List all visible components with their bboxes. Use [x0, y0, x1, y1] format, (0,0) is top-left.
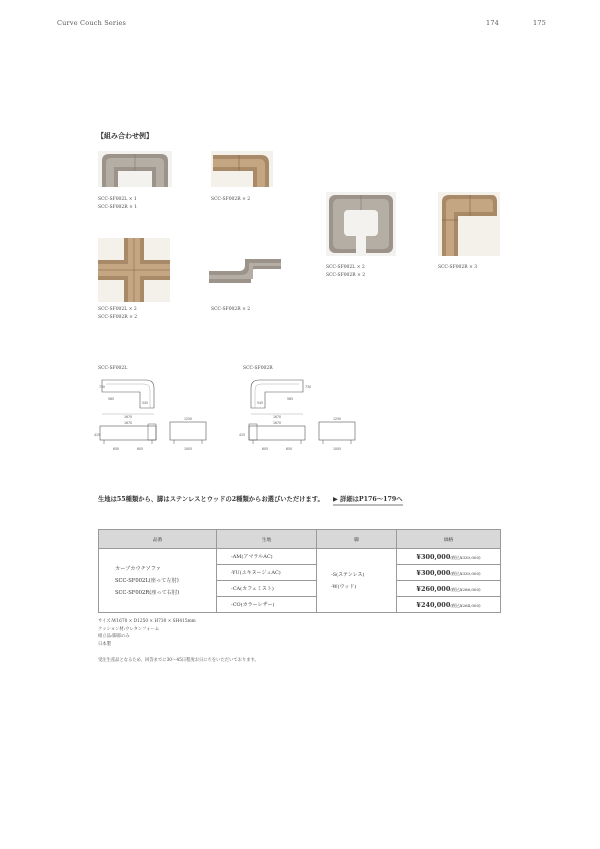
price-co: ¥240,000(税込¥264,000): [397, 597, 501, 613]
dim-front-w: 1670: [123, 421, 133, 425]
dim-depth-plan-r: 730: [305, 385, 312, 389]
dim-h1: 415: [94, 433, 101, 437]
series-title: Curve Couch Series: [57, 19, 127, 27]
section-title: 【組み合わせ例】: [97, 131, 153, 140]
drawing-left: [94, 374, 218, 466]
dim-seg-a: 650: [112, 447, 120, 451]
dim-seg-b: 605: [136, 447, 144, 451]
note-origin: 日本製: [98, 641, 111, 647]
combo-caption-6: SCC-SF002R × 2: [211, 307, 251, 312]
dim-side-w: 1250: [183, 417, 193, 421]
header-fabric: 生地: [217, 530, 317, 549]
description: 生地は55種類から、脚はステンレスとウッドの2種類からお選びいただけます。: [98, 496, 324, 503]
page-number-right: 175: [533, 19, 547, 27]
dim-side-w-r: 1250: [332, 417, 342, 421]
drawing-label-left: SCC-SF002L: [98, 366, 128, 371]
dim-side-base: 1005: [183, 447, 193, 451]
header-product: 品番: [99, 530, 217, 549]
note-cushion: クッション材:ウレタンフォーム: [98, 626, 160, 632]
leg-cell: -S(ステンレス) -W(ウッド): [317, 549, 397, 613]
dim-side-base-r: 1005: [332, 447, 342, 451]
header-leg: 脚: [317, 530, 397, 549]
product-cell: カーブカウチソファ SCC-SF002L(座って左肘) SCC-SF002R(座って右肘): [99, 549, 217, 613]
combo-image-4: [438, 192, 500, 256]
dim-seat: 565: [108, 397, 115, 401]
price-yu: ¥300,000(税込¥330,000): [397, 565, 501, 581]
spec-table: [98, 529, 501, 613]
combo-caption-2: SCC-SF002R × 2: [211, 197, 251, 202]
dim-front-w-r: 1670: [272, 421, 282, 425]
price-am: ¥300,000(税込¥330,000): [397, 549, 501, 565]
combo-caption-4: SCC-SF002R × 3: [438, 265, 478, 270]
dim-arm-r: 545: [257, 401, 264, 405]
price-ca: ¥260,000(税込¥286,000): [397, 581, 501, 597]
dim-seat-r: 565: [287, 397, 294, 401]
drawing-label-right: SCC-SF002R: [243, 366, 273, 371]
note-assembly: 組立品:脚部のみ: [98, 634, 130, 640]
dim-arm: 545: [142, 401, 149, 405]
dim-depth-plan: 730: [99, 385, 106, 389]
combo-image-3: [326, 192, 396, 256]
note-size: サイズ:W1670 × D1250 × H730 × SH415mm: [98, 619, 196, 624]
combo-image-1: [98, 151, 172, 187]
fabric-co: -CO(カラーレザー): [217, 597, 317, 613]
dim-width-r: 1670: [272, 415, 282, 419]
detail-reference-link[interactable]: ▶ 詳細はP176〜179へ: [333, 494, 403, 506]
combo-image-2: [211, 151, 273, 187]
fabric-yu: -YU(ユキヌージュAC): [217, 565, 317, 581]
combo-image-6: [209, 257, 281, 283]
fabric-am: -AM(アマラルAC): [217, 549, 317, 565]
combo-caption-5: SCC-SF002L × 2 SCC-SF002R × 2: [98, 307, 138, 320]
dim-width: 1670: [123, 415, 133, 419]
drawing-right: [239, 374, 363, 466]
page-number-left: 174: [486, 19, 500, 27]
combo-image-5: [98, 238, 170, 302]
fabric-ca: -CA(カフェミスト): [217, 581, 317, 597]
dim-seg-a-r: 650: [285, 447, 293, 451]
dim-h1-r: 415: [239, 433, 246, 437]
combo-caption-3: SCC-SF002L × 2 SCC-SF002R × 2: [326, 265, 366, 278]
dim-seg-b-r: 605: [261, 447, 269, 451]
spec-notes: [98, 618, 196, 648]
header-price: 価格: [397, 530, 501, 549]
combo-caption-1: SCC-SF002L × 1 SCC-SF002R × 1: [98, 197, 138, 210]
order-footnote: 受注生産品となるため、回答までに30〜45日程度お日にちをいただいております。: [98, 658, 259, 663]
